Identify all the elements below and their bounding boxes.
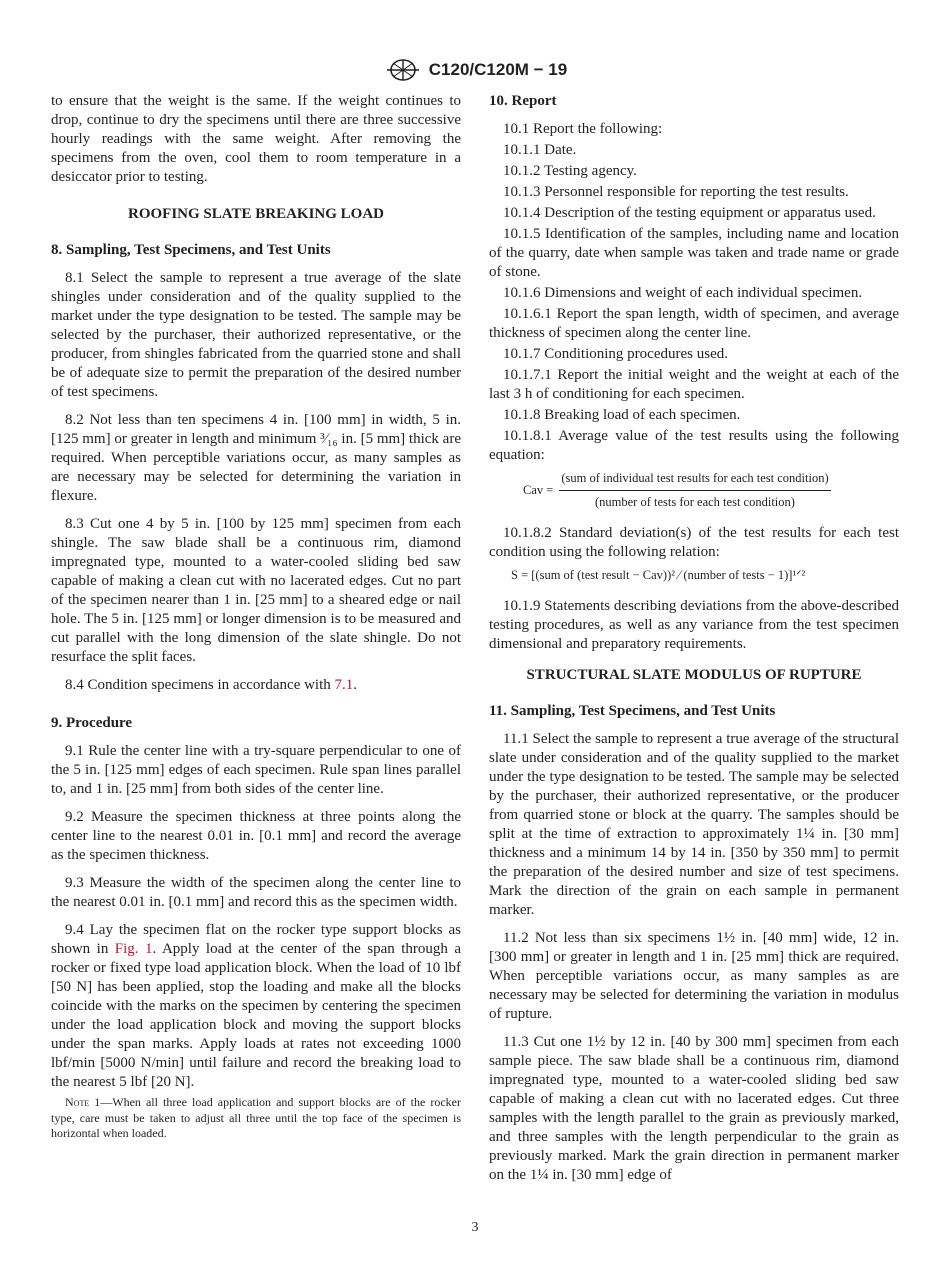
section-11-heading: 11. Sampling, Test Specimens, and Test Units: [489, 703, 776, 719]
report-item: 10.1.6 Dimensions and weight of each individual specimen.: [503, 285, 863, 301]
paragraph-8-4-text: 8.4 Condition specimens in accordance with: [65, 677, 335, 693]
equation-fraction: [559, 469, 830, 512]
report-item: 10.1 Report the following:: [503, 121, 663, 137]
paragraph-9-4: [51, 921, 461, 1092]
paragraph-9-1: 9.1 Rule the center line with a try-square perpendicular to one of the 5 in. [125 mm] edges of each specimen. Rule span lines parallel to, and 1 in. [25 mm] from both sides of the center line.: [51, 743, 461, 797]
report-item: 10.1.3 Personnel responsible for reporting the test results.: [503, 184, 849, 200]
paragraph-8-2: 8.2 Not less than ten specimens 4 in. [100 mm] in width, 5 in. [125 mm] or greater in length and minimum ³⁄₁₆ in. [5 mm] thick are required. When perceptible variations occur, as many samples as are necessary may be selected for determining the variation in flexure.: [51, 412, 461, 504]
paragraph-7-continued: to ensure that the weight is the same. If the weight continues to drop, continue to dry the specimens until there are three successive hourly readings with the same weight. After removing the specimens from the oven, cool them to room temperature in a desiccator prior to testing.: [51, 93, 461, 185]
paragraph-11-3: 11.3 Cut one 1½ by 12 in. [40 by 300 mm] specimen from each sample piece. The saw blade shall be a continuous rim, diamond impregnated type, mounted to a water-cooled sliding bed saw capable of making a clean cut with no lacerated edges. Cut three samples with the length parallel to the grain as previously marked, and three samples with the length perpendicular to the grain as previously marked. Mark the grain direction in permanent marker on the 1¼ in. [30 mm] edge of: [489, 1034, 899, 1183]
page-number: 3: [471, 1220, 479, 1235]
link-fig-1[interactable]: Fig. 1: [114, 941, 153, 957]
paragraph-11-2: 11.2 Not less than six specimens 1½ in. [40 mm] wide, 12 in. [300 mm] or greater in length and 1 in. [25 mm] thick are required. When perceptible variations occur, as many samples as are necessary may be selected for determining the variation in modulus of rupture.: [489, 930, 899, 1022]
paragraph-8-4: [51, 676, 461, 695]
report-item: 10.1.4 Description of the testing equipment or apparatus used.: [503, 205, 876, 221]
equation-average: [523, 469, 899, 512]
equation-std-dev: S = [(sum of (test result − Cav))² ⁄ (number of tests − 1)]¹ᐟ²: [511, 568, 806, 582]
left-column: [51, 92, 461, 1142]
paragraph-8-4-end: .: [353, 677, 358, 693]
section-8-heading: 8. Sampling, Test Specimens, and Test Units: [51, 242, 331, 258]
paragraph-9-2: 9.2 Measure the specimen thickness at three points along the center line to the nearest 0.01 in. [0.1 mm] and record the average as the specimen thickness.: [51, 809, 461, 863]
paragraph-11-1: 11.1 Select the sample to represent a true average of the structural slate under consideration and of the quality supplied to the market under the type designation to be tested. The sample may be selected by the purchaser, their authorized representative, or the producer from quarried stone or block at the quarry. The samples should be split at the time of extraction to approximately 1¼ in. [30 mm] thickness and a minimum 14 by 14 in. [350 by 350 mm] to permit the preparation of the desired number and size of test specimens. Mark the direction of the grain on each sample in permanent marker.: [489, 731, 899, 918]
equation-denominator: (number of tests for each test condition): [594, 495, 795, 509]
section-title-structural: STRUCTURAL SLATE MODULUS OF RUPTURE: [526, 667, 862, 683]
paragraph-8-1: 8.1 Select the sample to represent a true average of the slate shingles under consideration and of the quality supplied to the market under the type designation to be tested. The sample may be selected by the purchaser, their authorized representative, or the producer, from shingles fabricated from the quarried stone and shall be of adequate size to permit the preparation of the desired number of test specimens.: [51, 270, 461, 400]
astm-logo-icon: [383, 58, 423, 82]
report-item: 10.1.7.1 Report the initial weight and the weight at each of the last 3 h of conditioning for each specimen.: [489, 367, 899, 402]
equation-lhs: Cav =: [523, 483, 554, 497]
section-9-heading: 9. Procedure: [51, 715, 133, 731]
page-header: [0, 56, 950, 84]
report-item: 10.1.6.1 Report the span length, width of specimen, and average thickness of specimen along the center line.: [489, 306, 899, 341]
note-text: —When all three load application and support blocks are of the rocker type, care must be taken to adjust all three until the top face of the specimen is horizontal when loaded.: [51, 1095, 461, 1140]
paragraph-9-4-rest: . Apply load at the center of the span through a rocker or fixed type load application block. When the load of 10 lbf [50 N] has been applied, stop the loading and make all the blocks coincide with the marks on the specimen by centering the specimen under the load application block and moving the support blocks under the span marks. Apply loads at rates not exceeding 1000 lbf/min [5000 N/min] until failure and record the breaking load to the nearest 5 lbf [20 N].: [51, 941, 461, 1090]
right-column: [489, 92, 899, 1185]
report-item: 10.1.2 Testing agency.: [503, 163, 637, 179]
report-item: 10.1.7 Conditioning procedures used.: [503, 346, 728, 362]
report-item: 10.1.8.1 Average value of the test results using the following equation:: [489, 428, 899, 463]
report-item: 10.1.8 Breaking load of each specimen.: [503, 407, 741, 423]
note-label: Note 1: [65, 1095, 101, 1109]
paragraph-8-3: 8.3 Cut one 4 by 5 in. [100 by 125 mm] specimen from each shingle. The saw blade shall be a continuous rim, diamond impregnated type, mounted to a water-cooled sliding bed saw capable of making a clean cut with no lacerated edges. Cut no part of the specimen nearer than 1 in. [25 mm] to a sheared edge or nail hole. The 5 in. [125 mm] or longer dimension is to be measured and cut parallel with the long dimension of the slate shingle. Do not resurface the split faces.: [51, 516, 461, 665]
paragraph-9-4-text: 9.4 Lay the specimen flat on the rocker type support blocks as shown in: [51, 922, 461, 957]
paragraph-10-1-8-2: 10.1.8.2 Standard deviation(s) of the test results for each test condition using the following relation:: [489, 525, 899, 560]
paragraph-9-3: 9.3 Measure the width of the specimen along the center line to the nearest 0.01 in. [0.1 mm] and record this as the specimen width.: [51, 875, 461, 910]
report-item: 10.1.5 Identification of the samples, including name and location of the quarry, date when sample was taken and trade name or grade of stone.: [489, 226, 899, 280]
report-item: 10.1.1 Date.: [503, 142, 577, 158]
section-10-heading: 10. Report: [489, 93, 557, 109]
equation-numerator: (sum of individual test results for each test condition): [559, 469, 830, 491]
section-title-roofing: ROOFING SLATE BREAKING LOAD: [127, 206, 384, 222]
link-7-1[interactable]: 7.1: [334, 677, 354, 693]
document-id: C120/C120M − 19: [428, 60, 568, 79]
note-1: [51, 1095, 461, 1142]
paragraph-10-1-9: 10.1.9 Statements describing deviations from the above-described testing procedures, as well as any variance from the test specimen dimensional and preparatory requirements.: [489, 598, 899, 652]
